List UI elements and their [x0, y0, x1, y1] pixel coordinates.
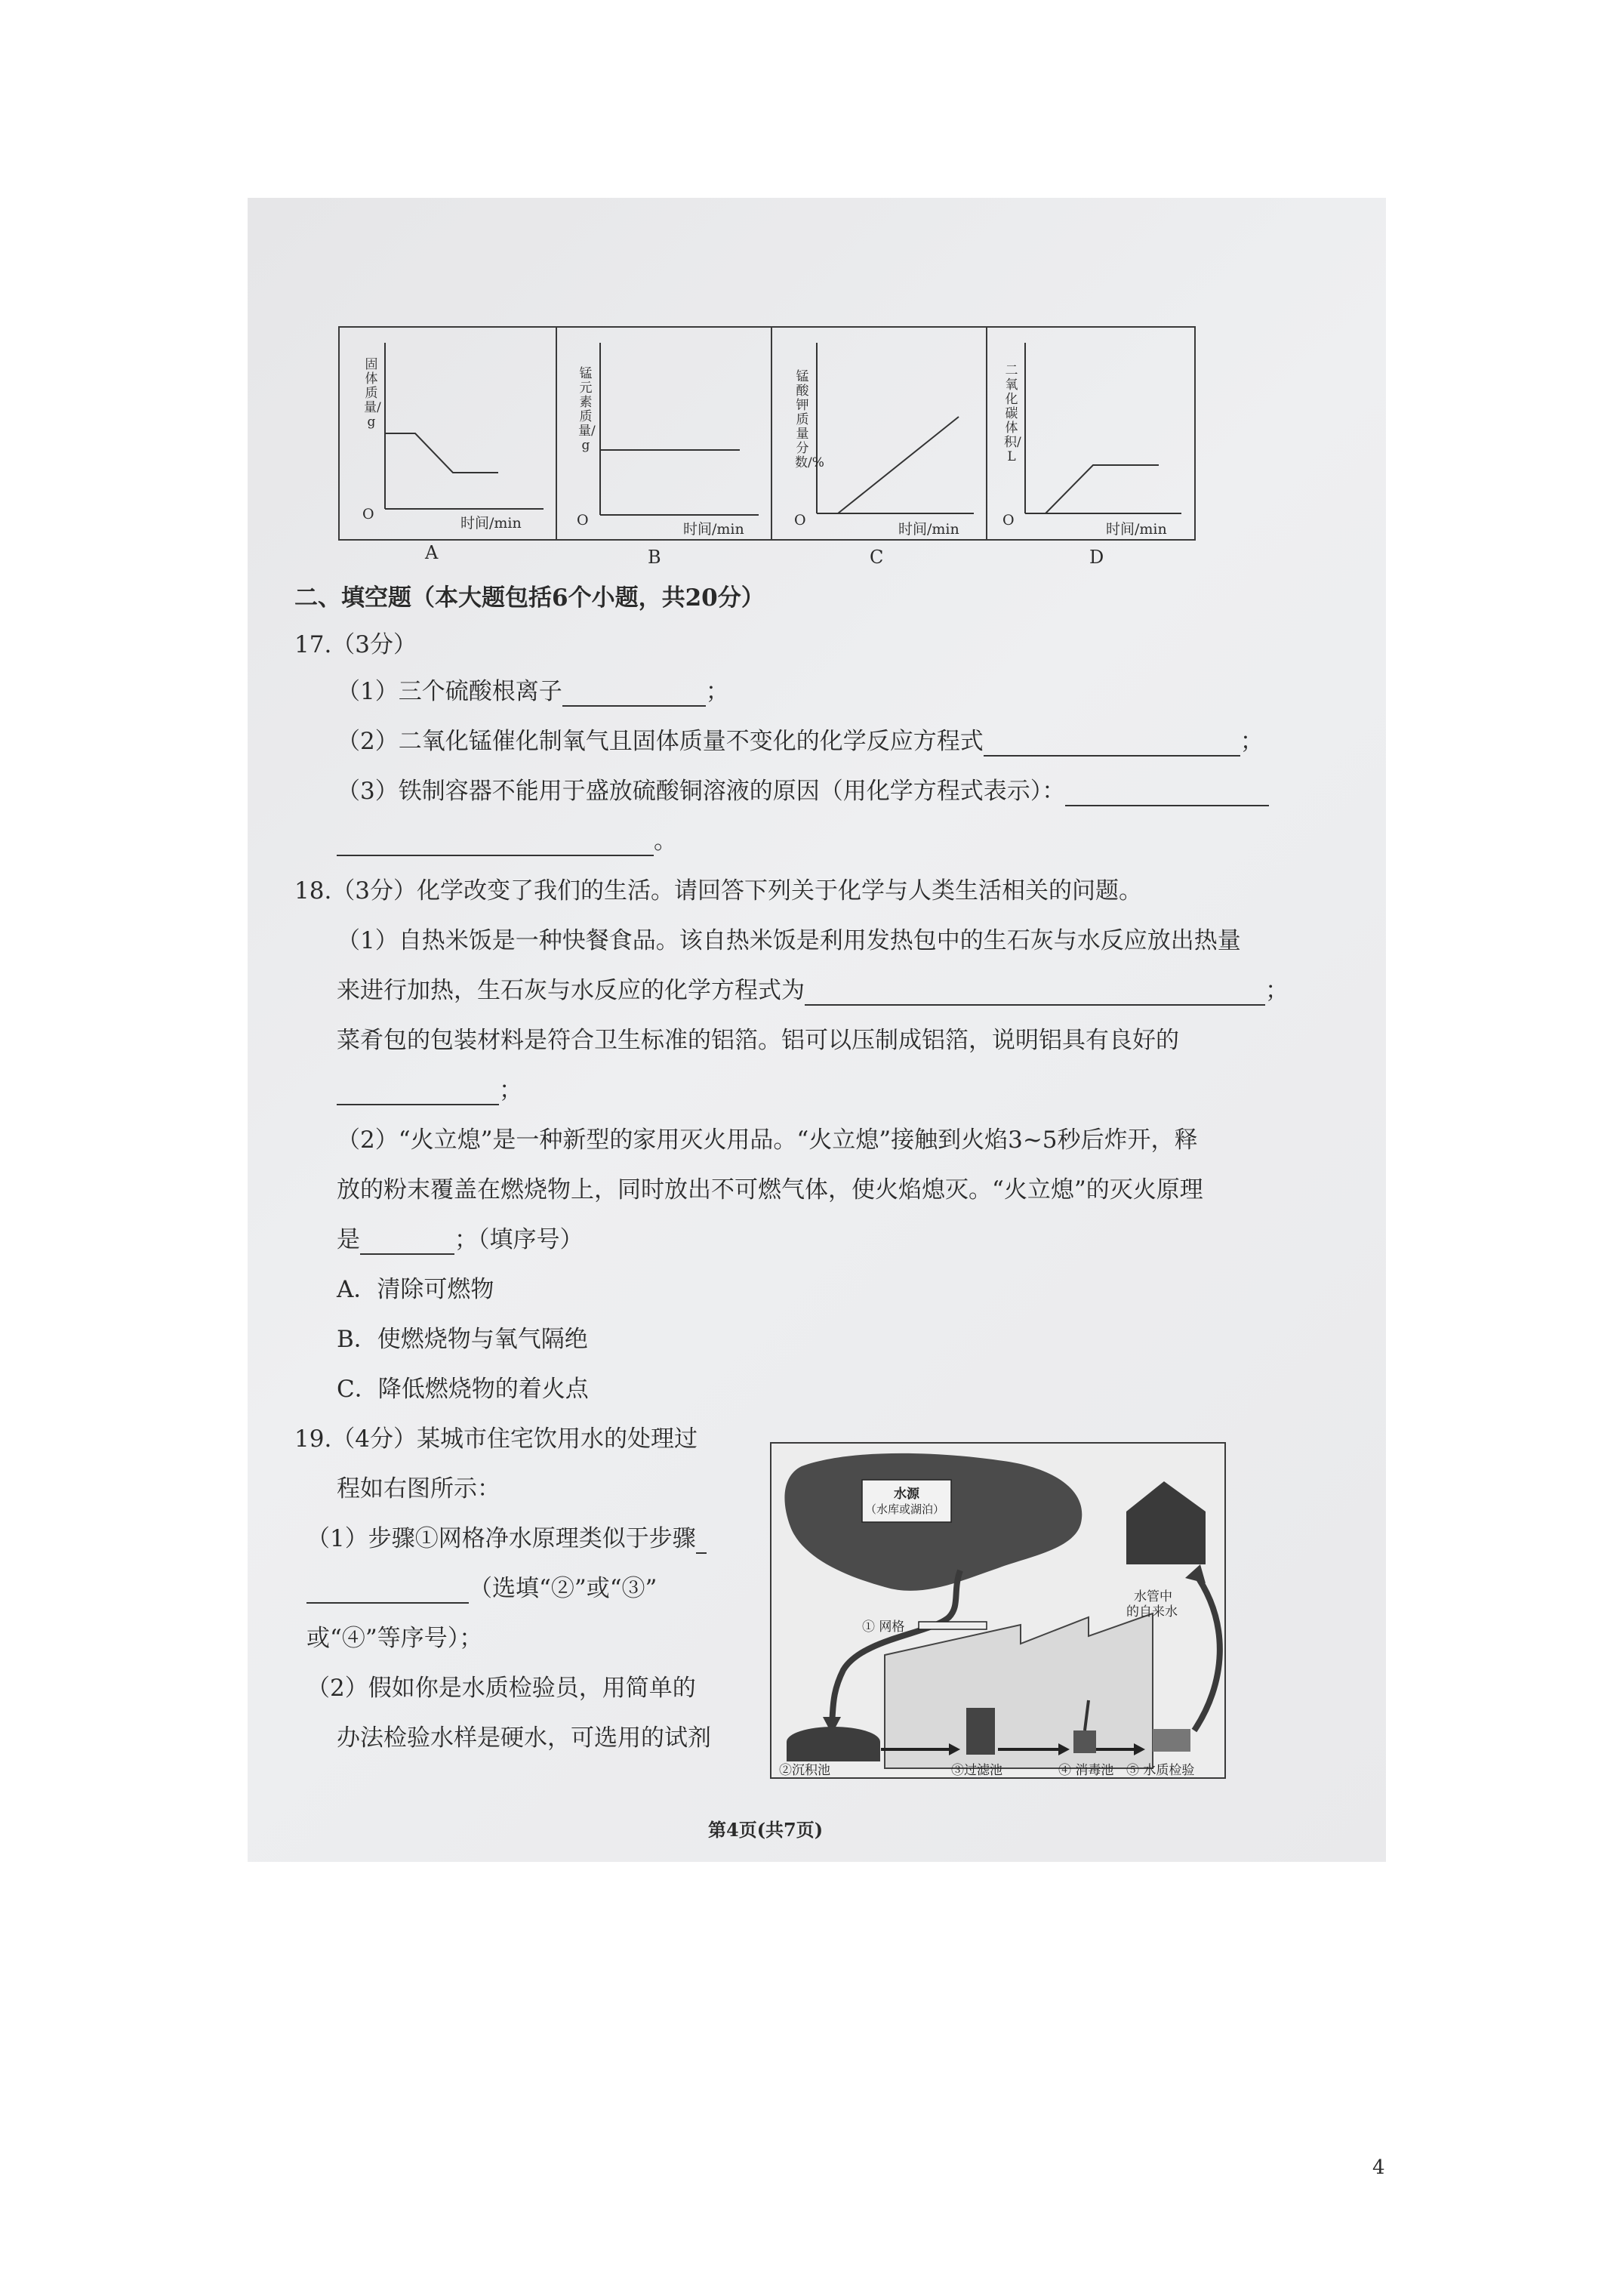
q18-line7-end: ；（填序号） — [454, 1226, 584, 1253]
q18-option-c: C．降低燃烧物的着火点 — [337, 1376, 589, 1403]
factory-shape — [885, 1613, 1153, 1768]
q18-line5: （2）“火立熄”是一种新型的家用灭火用品。“火立熄”接触到火焰3~5秒后炸开，释 — [337, 1126, 1198, 1154]
q18-option-b: B．使燃烧物与氧气隔绝 — [337, 1326, 588, 1353]
q19-line3 — [306, 1524, 707, 1554]
tap-water-arrow-head — [1185, 1564, 1206, 1583]
q19-line4-text: （选填“②”或“③” — [469, 1575, 658, 1602]
water-treatment-figure — [770, 1442, 1226, 1779]
filter-block — [966, 1708, 995, 1755]
q17-head: 17.（3分） — [294, 631, 417, 658]
page-number: 4 — [1372, 2156, 1385, 2179]
q18-line2-text: 来进行加热，生石灰与水反应的化学方程式为 — [337, 977, 805, 1004]
q19-line2: 程如右图所示： — [337, 1475, 500, 1502]
q18-line7-text: 是 — [337, 1226, 360, 1253]
q18-line4-end: ； — [499, 1077, 522, 1104]
page-footer: 第4页(共7页) — [708, 1819, 824, 1841]
q17-part3 — [337, 776, 1269, 806]
chart-b-ylabel: 锰元素质量/g — [578, 366, 596, 453]
tap-water-curve — [1194, 1572, 1220, 1730]
q19-line3-blank-tail — [696, 1548, 707, 1554]
tap-water-label-1: 水管中 — [1134, 1589, 1172, 1604]
q19-line4-blank — [306, 1598, 469, 1604]
inspection-table — [1153, 1729, 1190, 1752]
chart-lines — [340, 328, 1194, 539]
q18-line7 — [337, 1225, 584, 1255]
q18-line2-blank — [805, 1000, 1265, 1006]
house-shape — [1126, 1481, 1206, 1564]
exam-sheet — [248, 198, 1386, 1862]
source-label: 水源 — [894, 1487, 919, 1502]
chart-c-axes — [817, 343, 974, 513]
chart-strip — [338, 326, 1196, 541]
chart-d-xlabel: 时间/min — [1106, 521, 1167, 538]
q18-line4-blank — [337, 1099, 499, 1105]
chart-c-line — [838, 417, 959, 513]
q17-part3-blank2 — [337, 850, 654, 856]
chart-b-xlabel: 时间/min — [683, 521, 744, 538]
q17-part3-text: （3）铁制容器不能用于盛放硫酸铜溶液的原因（用化学方程式表示）： — [337, 778, 1066, 805]
q19-line4 — [306, 1573, 657, 1604]
chart-c-origin: O — [794, 512, 806, 529]
chart-b-letter: B — [648, 547, 661, 568]
step2-label: ②沉积池 — [779, 1763, 830, 1778]
chart-a-axes — [385, 343, 544, 509]
chart-a-origin: O — [362, 506, 374, 522]
q17-part2-blank — [984, 750, 1240, 757]
step1-label: ① 网格 — [862, 1620, 905, 1635]
chart-a-letter: A — [425, 542, 439, 563]
grid-screen — [919, 1622, 987, 1629]
q17-part3-cont — [337, 826, 677, 856]
chart-c-ylabel: 锰酸钾质量分数/% — [795, 369, 824, 470]
q18-line1: （1）自热米饭是一种快餐食品。该自热米饭是利用发热包中的生石灰与水反应放出热量 — [337, 927, 1241, 954]
chart-b-origin: O — [577, 512, 589, 529]
q17-part1-end: ； — [705, 678, 729, 705]
q18-line7-blank — [360, 1249, 454, 1255]
chart-b-axes — [600, 343, 759, 515]
q17-part1-text: （1）三个硫酸根离子 — [337, 678, 562, 705]
q18-line6: 放的粉末覆盖在燃烧物上，同时放出不可燃气体，使火焰熄灭。“火立熄”的灭火原理 — [337, 1176, 1203, 1203]
q17-part2 — [337, 726, 1264, 757]
step5-label: ⑤ 水质检验 — [1126, 1763, 1195, 1778]
tap-water-label-2: 的自来水 — [1126, 1604, 1178, 1620]
q19-line1: 19.（4分）某城市住宅饮用水的处理过 — [294, 1425, 698, 1453]
q19-line7: 办法检验水样是硬水，可选用的试剂 — [337, 1724, 711, 1752]
step3-label: ③过滤池 — [951, 1763, 1002, 1778]
q18-option-a: A．清除可燃物 — [337, 1276, 494, 1303]
q18-line3: 菜肴包的包装材料是符合卫生标准的铝箔。铝可以压制成铝箔，说明铝具有良好的 — [337, 1027, 1179, 1054]
q18-head: 18.（3分）化学改变了我们的生活。请回答下列关于化学与人类生活相关的问题。 — [294, 877, 1143, 905]
q17-part2-end: ； — [1240, 728, 1264, 755]
q18-line2 — [337, 975, 1289, 1006]
disinfection-tank — [1073, 1730, 1096, 1753]
chart-c-letter: C — [870, 547, 884, 568]
q18-line4 — [337, 1075, 522, 1105]
q19-line6: （2）假如你是水质检验员，用简单的 — [306, 1675, 696, 1702]
source-sublabel: （水库或湖泊） — [865, 1502, 945, 1516]
q18-line2-end: ； — [1265, 977, 1289, 1004]
chart-a-line — [385, 433, 498, 473]
chart-d-letter: D — [1089, 547, 1104, 568]
chart-c-xlabel: 时间/min — [898, 521, 959, 538]
chart-a-ylabel: 固体质量/g — [364, 357, 381, 430]
q17-part1-blank — [562, 701, 706, 707]
section-title: 二、填空题（本大题包括6个小题，共20分） — [294, 584, 765, 612]
chart-d-line — [1046, 465, 1159, 513]
q17-part3-blank — [1065, 800, 1269, 806]
chart-a-xlabel: 时间/min — [460, 515, 522, 532]
chart-d-origin: O — [1002, 512, 1015, 529]
step4-label: ④ 消毒池 — [1058, 1763, 1114, 1778]
chart-d-axes — [1025, 343, 1181, 513]
q19-line3-text: （1）步骤①网格净水原理类似于步骤 — [306, 1525, 696, 1552]
q17-part3-end: 。 — [654, 827, 677, 855]
chart-d-ylabel: 二氧化碳体积/L — [1004, 363, 1021, 464]
q19-line5: 或“④”等序号）； — [306, 1625, 483, 1652]
q17-part2-text: （2）二氧化锰催化制氧气且固体质量不变化的化学反应方程式 — [337, 728, 984, 755]
q17-part1 — [337, 676, 729, 707]
